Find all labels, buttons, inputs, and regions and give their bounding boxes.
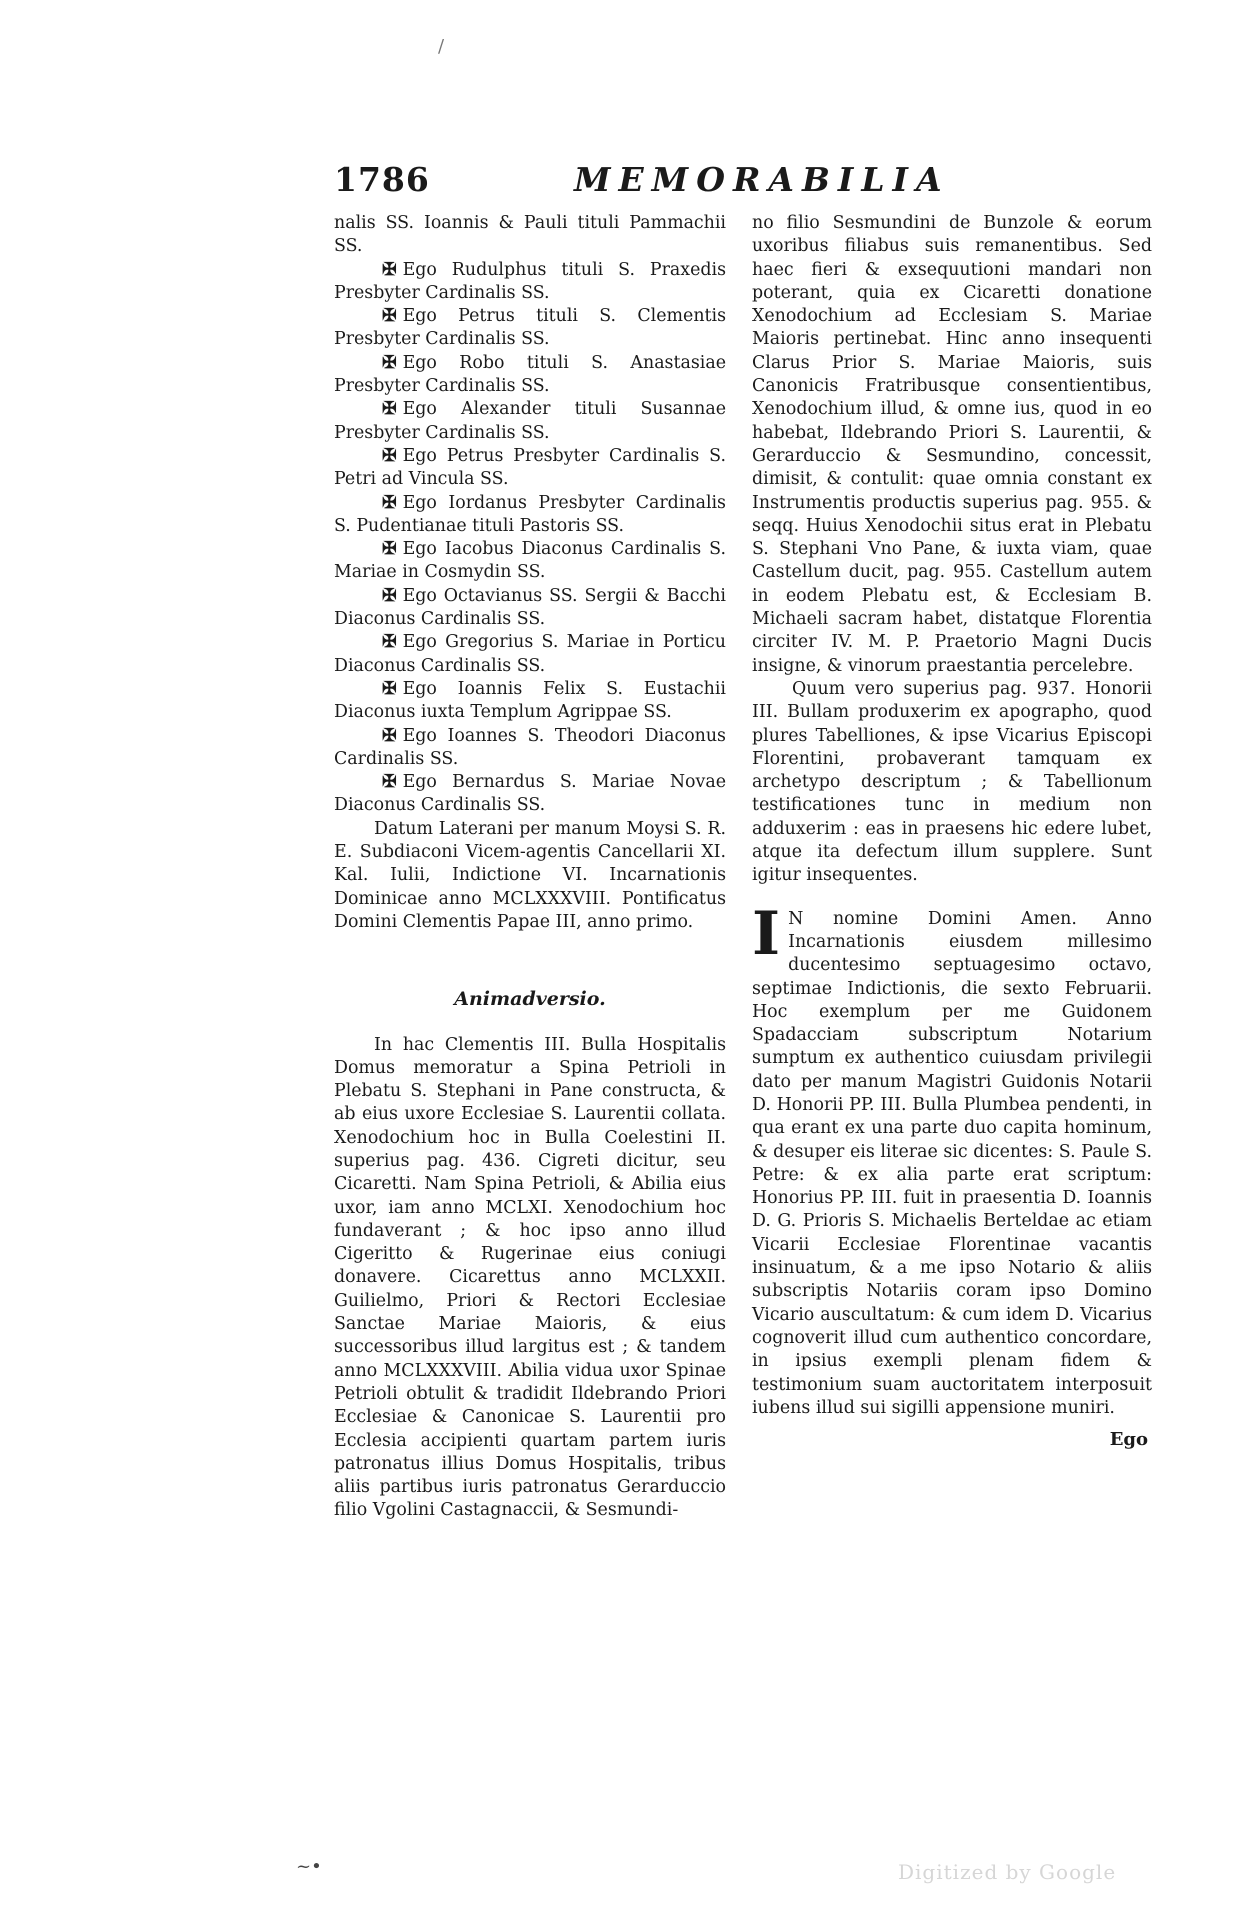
cross-icon: ✠	[382, 492, 397, 513]
cross-icon: ✠	[382, 678, 397, 699]
signature-line: ✠ Ego Iordanus Presbyter Cardinalis S. Pudentianae tituli Pastoris SS.	[334, 492, 726, 536]
signature-line: ✠ Ego Petrus tituli S. Clementis Presbyter Cardinalis SS.	[334, 306, 726, 350]
continuation-paragraph: no filio Sesmundini de Bunzole & eorum uxoribus filiabus suis remanentibus. Sed haec fieri & exsequutioni mandari non poterant, quia ex Cicaretti donatione Xenodochium ad Ecclesiam S. Mariae Maioris pertinebat. Hinc anno insequenti Clarus Prior S. Mariae Maioris, suis Canonicis Fratribusque consentientibus, Xenodochium illud, & omne ius, quod in eo habebat, Ildebrando Priori S. Laurentii, & Gerarduccio & Sesmundino, concessit, dimisit, & contulit: quae omnia constant ex Instrumentis productis superius pag. 955. & seqq. Huius Xenodochii situs erat in Plebatu S. Stephani Vno Pane, & iuxta viam, quae Castellum ducit, pag. 955. Castellum autem in eodem Plebatu est, & Ecclesiam B. Michaeli sacram habet, distatque Florentia circiter IV. M. P. Praetorio Magni Ducis insigne, & vinorum praestantia percelebre.	[752, 213, 1152, 676]
signature-list	[334, 259, 726, 818]
cross-icon: ✠	[382, 632, 397, 653]
instrument-paragraph	[752, 898, 1152, 1421]
page-header	[334, 160, 954, 204]
opening-line: nalis SS. Ioannis & Pauli tituli Pammachii SS.	[334, 213, 726, 257]
signature-line: ✠ Ego Robo tituli S. Anastasiae Presbyter Cardinalis SS.	[334, 352, 726, 397]
signature-line: ✠ Ego Iacobus Diaconus Cardinalis S. Mariae in Cosmydin SS.	[334, 539, 726, 583]
cross-icon: ✠	[382, 725, 397, 746]
cross-icon: ✠	[382, 259, 397, 280]
datum-paragraph: Datum Laterani per manum Moysi S. R. E. Subdiaconi Vicem-agentis Cancellarii XI. Kal. Iulii, Indictione VI. Incarnationis Dominicae anno MCLXXXVIII. Pontificatus Domini Clementis Papae III, anno primo.	[334, 818, 726, 932]
page-number: 1786	[334, 160, 430, 199]
signature-line: ✠ Ego Octavianus SS. Sergii & Bacchi Diaconus Cardinalis SS.	[334, 585, 726, 630]
cross-icon: ✠	[382, 399, 397, 420]
right-column	[752, 212, 1152, 1451]
instrument-text: N nomine Domini Amen. Anno Incarnationis eiusdem millesimo ducentesimo septuagesimo octavo, septimae Indictionis, die sexto Februarii. Hoc exemplum per me Guidonem Spadacciam subscriptum Notarium sumptum ex authentico cuiusdam privilegii dato per manum Magistri Guidonis Notarii D. Honorii PP. III. Bulla Plumbea pendenti, in qua erant ex una parte duo capita hominum, & desuper eis literae sic dicentes: S. Paule S. Petre: & ex alia parte erat scriptum: Honorius PP. III. fuit in praesentia D. Ioannis D. G. Prioris S. Michaelis Berteldae ac etiam Vicarii Ecclesiae Florentinae vacantis insinuatum, & a me ipso Notario & aliis subscriptis Notariis coram ipso Domino Vicario auscultatum: & cum idem D. Vicarius cognoverit illud cum authentico concordare, in ipsius exempli plenam fidem & testimonium suam auctoritatem interposuit iubens illud sui sigilli appensione muniri.	[752, 908, 1152, 1418]
signature-line: ✠ Ego Ioannis Felix S. Eustachii Diaconus iuxta Templum Agrippae SS.	[334, 678, 726, 723]
quum-paragraph: Quum vero superius pag. 937. Honorii III. Bullam produxerim ex apographo, quod plures Tabelliones, & ipse Vicarius Episcopi Florentini, probaverant tamquam ex archetypo descriptum ; & Tabellionum testificationes tunc in medium non adduxerim : eas in praesens hic edere lubet, atque ita defectum illum supplere. Sunt igitur insequentes.	[752, 678, 1152, 886]
page-mark-bottom: ~•	[296, 1856, 322, 1877]
signature-line: ✠ Ego Gregorius S. Mariae in Porticu Diaconus Cardinalis SS.	[334, 632, 726, 676]
signature-line: ✠ Ego Ioannes S. Theodori Diaconus Cardinalis SS.	[334, 725, 726, 769]
running-title: MEMORABILIA	[574, 160, 950, 199]
cross-icon: ✠	[382, 539, 397, 560]
catchword: Ego	[1109, 1429, 1148, 1451]
left-column	[334, 212, 726, 1523]
section-heading: Animadversio.	[454, 988, 606, 1011]
page-mark-top: /	[438, 36, 445, 57]
signature-line: ✠ Ego Petrus Presbyter Cardinalis S. Petri ad Vincula SS.	[334, 445, 726, 490]
signature-line: ✠ Ego Rudulphus tituli S. Praxedis Presbyter Cardinalis SS.	[334, 259, 726, 303]
cross-icon: ✠	[382, 585, 397, 606]
animadversio-paragraph: In hac Clementis III. Bulla Hospitalis Domus memoratur a Spina Petrioli in Plebatu S. Stephani in Pane constructa, & ab eius uxore Ecclesiae S. Laurentii collata. Xenodochium hoc in Bulla Coelestini II. superius pag. 436. Cigreti dicitur, seu Cicaretti. Nam Spina Petrioli, & Abilia eius uxor, iam anno MCLXI. Xenodochium hoc fundaverant ; & hoc ipso anno illud Cigeritto & Rugerinae eius coniugi donavere. Cicarettus anno MCLXXII. Guilielmo, Priori & Rectori Ecclesiae Sanctae Mariae Maioris, & eius successoribus illud largitus est ; & tandem anno MCLXXXVIII. Abilia vidua uxor Spinae Petrioli obtulit & tradidit Ildebrando Priori Ecclesiae & Canonicae S. Laurentii pro Ecclesia accipienti quartam partem iuris patronatus illius Domus Hospitalis, tribus aliis partibus iuris patronatus Gerarduccio filio Vgolini Castagnaccii, & Sesmundi-	[334, 1034, 726, 1521]
cross-icon: ✠	[382, 352, 397, 373]
cross-icon: ✠	[382, 306, 397, 327]
signature-line: ✠ Ego Bernardus S. Mariae Novae Diaconus Cardinalis SS.	[334, 772, 726, 816]
cross-icon: ✠	[382, 445, 397, 466]
signature-line: ✠ Ego Alexander tituli Susannae Presbyter Cardinalis SS.	[334, 399, 726, 443]
drop-cap: I	[752, 898, 781, 969]
digitization-watermark: Digitized by Google	[898, 1860, 1117, 1884]
cross-icon: ✠	[382, 772, 397, 793]
